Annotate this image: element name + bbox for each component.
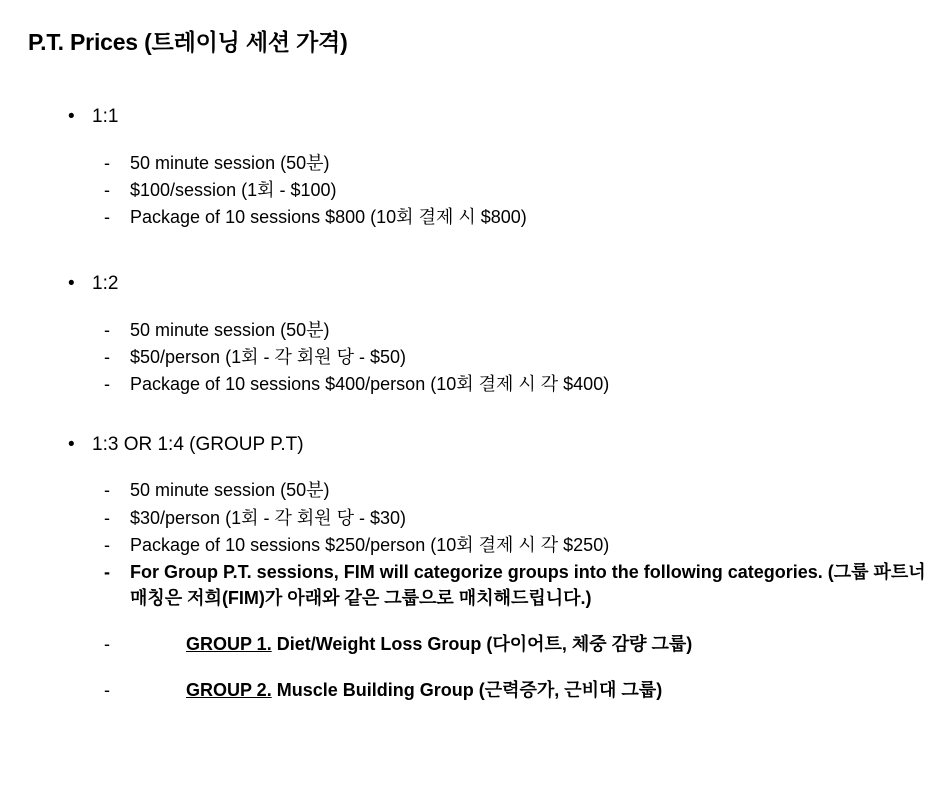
list-item	[0, 371, 936, 397]
dash-icon: -	[104, 179, 110, 200]
list-item-label: 50 minute session (50분)	[130, 319, 330, 340]
section-heading	[0, 271, 936, 297]
list-item-note	[0, 559, 936, 611]
list-item-label: Package of 10 sessions $400/person (10회 결제 시 각 $400)	[130, 373, 610, 394]
group-description: Muscle Building Group (근력증가, 근비대 그룹)	[271, 680, 663, 701]
bullet-icon: •	[68, 433, 75, 455]
list-item-label: For Group P.T. sessions, FIM will categorize groups into the following categories. (그룹 파트너 매칭은 저희(FIM)가 아래와 같은 그룹으로 매치해드립니다.)	[130, 561, 926, 608]
document-body	[0, 104, 936, 704]
bullet-icon: •	[68, 272, 75, 294]
dash-icon: -	[104, 319, 110, 340]
dash-icon: -	[104, 206, 110, 227]
list-item	[0, 532, 936, 558]
list-item	[0, 505, 936, 531]
spacer	[0, 136, 936, 150]
group-description: Diet/Weight Loss Group (다이어트, 체중 감량 그룹)	[271, 633, 693, 654]
list-item	[0, 150, 936, 176]
list-item-label: 50 minute session (50분)	[130, 152, 330, 173]
dash-icon: -	[104, 480, 110, 501]
list-item	[0, 477, 936, 503]
dash-icon: -	[104, 507, 110, 528]
list-item	[0, 317, 936, 343]
list-item-label: Package of 10 sessions $800 (10회 결제 시 $800)	[130, 206, 527, 227]
list-item-label: $50/person (1회 - 각 회원 당 - $50)	[130, 346, 407, 367]
group-label: GROUP 2.	[186, 680, 272, 701]
list-item-label: 50 minute session (50분)	[130, 480, 330, 501]
dash-icon: -	[104, 534, 110, 555]
bullet-icon: •	[68, 106, 75, 127]
list-item-label: Package of 10 sessions $250/person (10회 결제 시 각 $250)	[130, 534, 610, 555]
dash-icon: -	[104, 373, 110, 394]
dash-icon: -	[104, 633, 110, 654]
list-item	[0, 204, 936, 230]
spacer	[0, 463, 936, 477]
group-category-list	[0, 631, 936, 703]
section-heading	[0, 432, 936, 458]
group-label: GROUP 1.	[186, 633, 272, 654]
section-heading	[0, 104, 936, 130]
spacer	[0, 231, 936, 271]
pricing-section-1to1	[0, 104, 936, 230]
section-heading-label: 1:2	[92, 272, 119, 294]
pricing-section-group	[0, 432, 936, 703]
section-heading-label: 1:1	[92, 106, 119, 127]
group-category-item	[0, 631, 936, 657]
dash-icon: -	[104, 152, 110, 173]
spacer	[0, 398, 936, 432]
dash-icon: -	[104, 346, 110, 367]
dash-icon: -	[104, 561, 110, 582]
list-item	[0, 177, 936, 203]
dash-icon: -	[104, 680, 110, 701]
spacer	[0, 303, 936, 317]
list-item	[0, 344, 936, 370]
section-heading-label: 1:3 OR 1:4 (GROUP P.T)	[92, 433, 304, 455]
page-title: P.T. Prices (트레이닝 세션 가격)	[28, 29, 348, 55]
group-category-item	[0, 677, 936, 703]
list-item-label: $30/person (1회 - 각 회원 당 - $30)	[130, 507, 407, 528]
pricing-section-1to2	[0, 271, 936, 397]
list-item-label: $100/session (1회 - $100)	[130, 179, 337, 200]
